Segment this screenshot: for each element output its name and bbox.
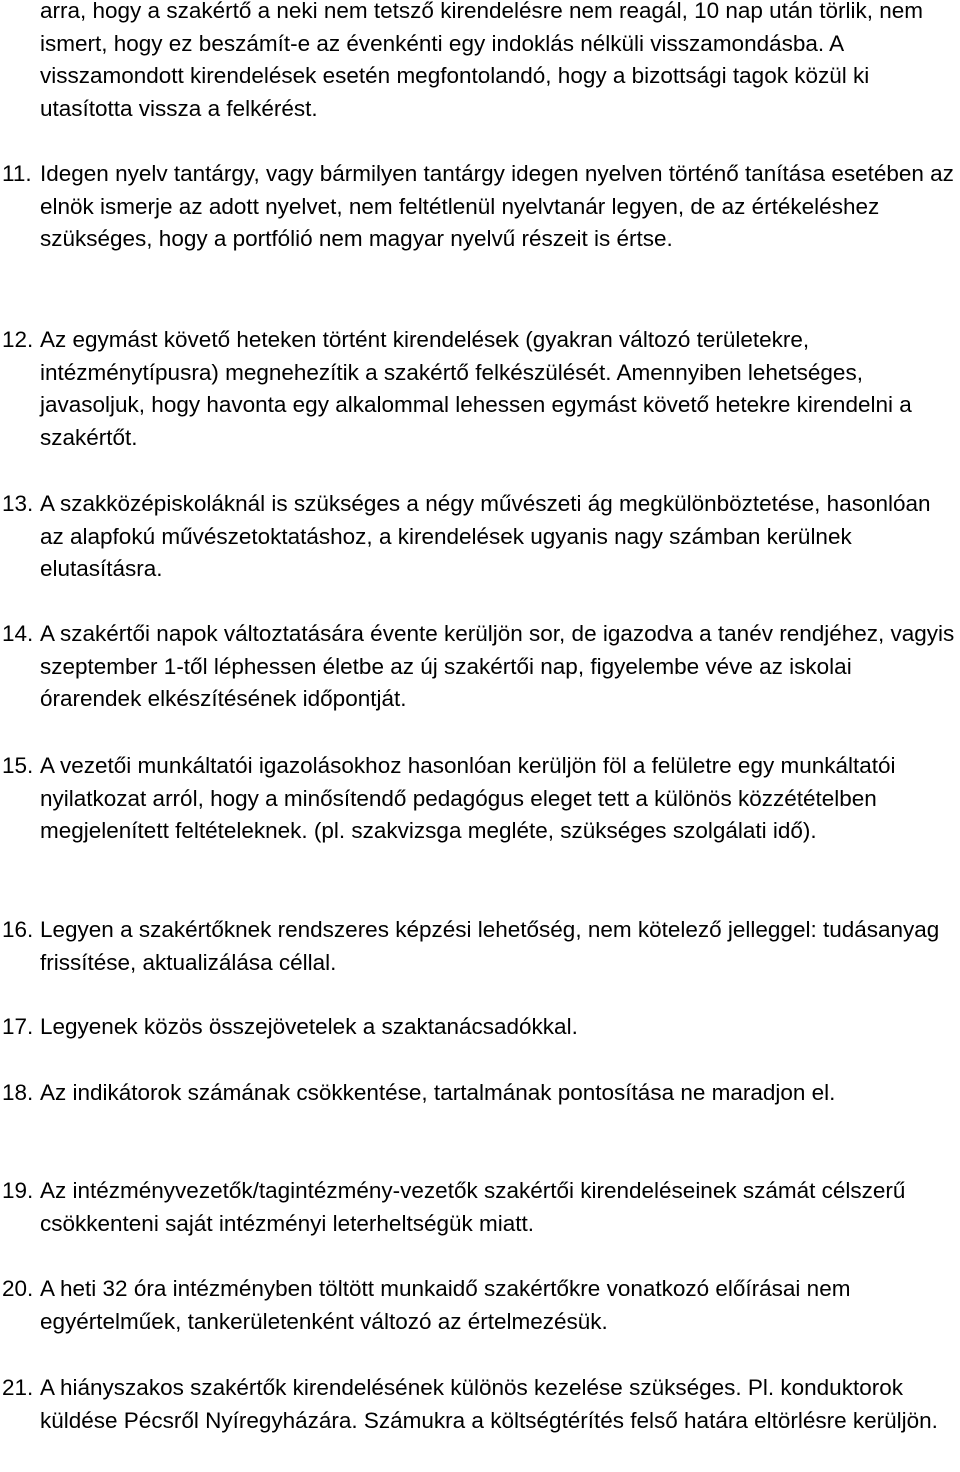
item-number: 11. bbox=[2, 161, 32, 186]
item-text: Az intézményvezetők/tagintézmény-vezetők szakértői kirendeléseinek számát célszerű csökkenteni saját intézményi leterheltségük miatt. bbox=[40, 1178, 906, 1236]
list-item-17 bbox=[0, 1011, 955, 1044]
item-text: Legyen a szakértőknek rendszeres képzési lehetőség, nem kötelező jelleggel: tudásanyag frissítése, aktualizálása céllal. bbox=[40, 917, 940, 975]
item-number: 12. bbox=[2, 327, 34, 352]
item-text: Legyenek közös összejövetelek a szaktanácsadókkal. bbox=[40, 1014, 578, 1039]
list-item-14 bbox=[0, 618, 955, 716]
item-number: 15. bbox=[2, 753, 34, 778]
item-number: 16. bbox=[2, 917, 34, 942]
item-number: 18. bbox=[2, 1080, 34, 1105]
item-number: 19. bbox=[2, 1178, 34, 1203]
item-text: A szakközépiskoláknál is szükséges a négy művészeti ág megkülönböztetése, hasonlóan az alapfokú művészetoktatáshoz, a kirendelések ugyanis nagy számban kerülnek elutasításra. bbox=[40, 491, 931, 581]
item-number: 17. bbox=[2, 1014, 34, 1039]
item-text: A szakértői napok változtatására évente kerüljön sor, de igazodva a tanév rendjéhez, vagyis szeptember 1-től léphessen életbe az új szakértői nap, figyelembe véve az iskolai órarendek elkészítésének időpontját. bbox=[40, 621, 955, 711]
list-item-12 bbox=[0, 324, 955, 454]
list-item-15 bbox=[0, 750, 955, 848]
item-text: A heti 32 óra intézményben töltött munkaidő szakértőkre vonatkozó előírásai nem egyértelműek, tankerületenként változó az értelmezésük. bbox=[40, 1276, 851, 1334]
item-text: A vezetői munkáltatói igazolásokhoz hasonlóan kerüljön föl a felületre egy munkáltatói nyilatkozat arról, hogy a minősítendő pedagógus eleget tett a különös közzétételben megjelenített feltételeknek. (pl. szakvizsga megléte, szükséges szolgálati idő). bbox=[40, 753, 896, 843]
lead-paragraph: arra, hogy a szakértő a neki nem tetsző kirendelésre nem reagál, 10 nap után törlik, nem ismert, hogy ez beszámít-e az évenkénti egy indoklás nélküli visszamondásba. A visszamondott kirendelések esetén megfontolandó, hogy a bizottsági tagok közül ki utasította vissza a felkérést. bbox=[40, 0, 923, 121]
item-text: Az indikátorok számának csökkentése, tartalmának pontosítása ne maradjon el. bbox=[40, 1080, 836, 1105]
item-number: 21. bbox=[2, 1375, 34, 1400]
item-number: 20. bbox=[2, 1276, 34, 1301]
list-item-21 bbox=[0, 1372, 955, 1437]
list-item-13 bbox=[0, 488, 955, 586]
list-item-18 bbox=[0, 1077, 955, 1110]
item-number: 13. bbox=[2, 491, 34, 516]
item-text: Idegen nyelv tantárgy, vagy bármilyen tantárgy idegen nyelven történő tanítása esetében az elnök ismerje az adott nyelvet, nem feltétlenül nyelvtanár legyen, de az értékeléshez szükséges, hogy a portfólió nem magyar nyelvű részeit is értse. bbox=[40, 161, 954, 251]
item-text: A hiányszakos szakértők kirendelésének különös kezelése szükséges. Pl. konduktorok küldése Pécsről Nyíregyházára. Számukra a költségtérítés felső határa eltörlésre kerüljön. bbox=[40, 1375, 938, 1433]
list-item-16 bbox=[0, 914, 955, 979]
list-item-20 bbox=[0, 1273, 955, 1338]
list-item-19 bbox=[0, 1175, 955, 1240]
list-item-11 bbox=[0, 158, 955, 256]
item-number: 14. bbox=[2, 621, 34, 646]
item-text: Az egymást követő heteken történt kirendelések (gyakran változó területekre, intézménytípusra) megnehezítik a szakértő felkészülését. Amennyiben lehetséges, javasoljuk, hogy havonta egy alkalommal lehessen egymást követő hetekre kirendelni a szakértőt. bbox=[40, 327, 912, 450]
